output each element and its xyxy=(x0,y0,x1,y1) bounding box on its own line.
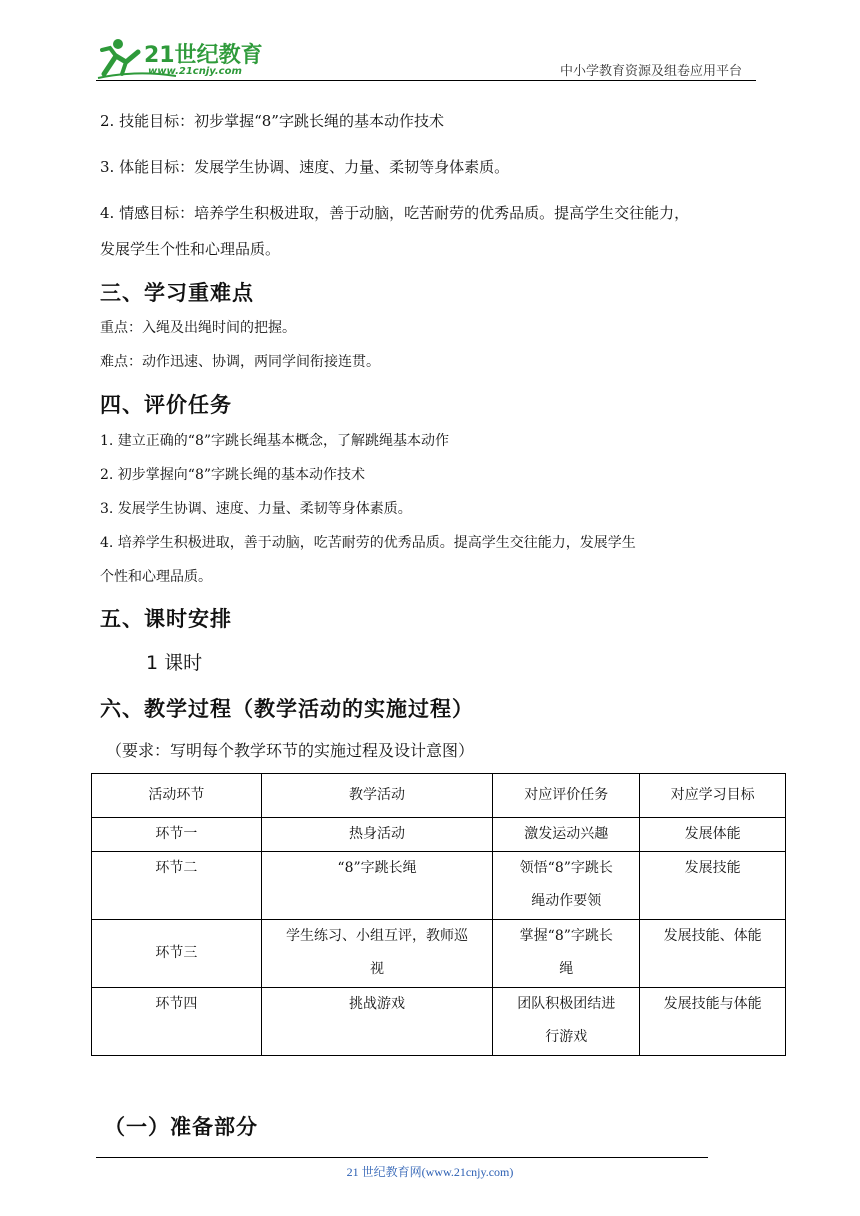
evaluation-item: 4. 培养学生积极进取，善于动脑，吃苦耐劳的优秀品质。提高学生交往能力，发展学生 xyxy=(100,535,636,551)
cell-activity-line: 学生练习、小组互评，教师巡 xyxy=(286,928,469,944)
teaching-process-table xyxy=(91,773,786,1056)
cell-stage: 环节三 xyxy=(92,920,262,988)
cell-task-line: 绳动作要领 xyxy=(531,893,602,909)
cell-task-line: 掌握“8”字跳长 xyxy=(519,928,613,944)
table-row xyxy=(92,920,786,988)
evaluation-item-cont: 个性和心理品质。 xyxy=(100,569,212,585)
cell-task xyxy=(493,920,640,988)
section-title-schedule: 五、课时安排 xyxy=(100,607,232,631)
difficult-point: 难点：动作迅速、协调，两同学间衔接连贯。 xyxy=(100,354,380,370)
cell-stage: 环节二 xyxy=(92,852,262,920)
header-divider xyxy=(96,80,756,81)
cell-stage: 环节四 xyxy=(92,988,262,1056)
logo-url: www.21cnjy.com xyxy=(148,66,242,77)
cell-activity-line: 视 xyxy=(370,961,385,977)
cell-activity: “8”字跳长绳 xyxy=(261,852,493,920)
cell-task: 激发运动兴趣 xyxy=(493,818,640,852)
goal-skill: 2. 技能目标：初步掌握“8”字跳长绳的基本动作技术 xyxy=(100,112,444,130)
cell-stage: 环节一 xyxy=(92,818,262,852)
goal-emotion-line2: 发展学生个性和心理品质。 xyxy=(100,240,281,258)
cell-activity: 挑战游戏 xyxy=(261,988,493,1056)
footer-divider xyxy=(96,1157,708,1158)
cell-task-line: 绳 xyxy=(559,961,574,977)
site-logo xyxy=(96,34,266,82)
cell-activity: 热身活动 xyxy=(261,818,493,852)
table-row xyxy=(92,988,786,1056)
header-task: 对应评价任务 xyxy=(493,774,640,818)
goal-physical: 3. 体能目标：发展学生协调、速度、力量、柔韧等身体素质。 xyxy=(100,158,510,176)
cell-task-line: 领悟“8”字跳长 xyxy=(519,860,613,876)
key-point: 重点：入绳及出绳时间的把握。 xyxy=(100,320,296,336)
table-row xyxy=(92,818,786,852)
cell-goal: 发展体能 xyxy=(640,818,786,852)
table-header-row xyxy=(92,774,786,818)
subsection-title-preparation: （一）准备部分 xyxy=(104,1115,258,1139)
evaluation-item: 2. 初步掌握向“8”字跳长绳的基本动作技术 xyxy=(100,467,366,483)
cell-activity xyxy=(261,920,493,988)
cell-task-line: 团队积极团结进 xyxy=(517,996,616,1012)
cell-task xyxy=(493,852,640,920)
section-title-evaluation: 四、评价任务 xyxy=(100,393,232,417)
cell-goal: 发展技能 xyxy=(640,852,786,920)
section-title-difficulties: 三、学习重难点 xyxy=(100,281,254,305)
header-stage: 活动环节 xyxy=(92,774,262,818)
section-title-process: 六、教学过程（教学活动的实施过程） xyxy=(100,697,474,721)
header-activity: 教学活动 xyxy=(261,774,493,818)
cell-goal: 发展技能、体能 xyxy=(640,920,786,988)
lesson-count: 1 课时 xyxy=(146,652,203,674)
cell-task xyxy=(493,988,640,1056)
cell-task-line: 行游戏 xyxy=(545,1029,588,1045)
logo-text: 21世纪教育 xyxy=(144,43,263,68)
header-platform-text: 中小学教育资源及组卷应用平台 xyxy=(560,64,743,79)
table-row xyxy=(92,852,786,920)
process-note: （要求：写明每个教学环节的实施过程及设计意图） xyxy=(106,741,475,760)
footer-link[interactable]: 21 世纪教育网(www.21cnjy.com) xyxy=(346,1165,514,1179)
evaluation-item: 3. 发展学生协调、速度、力量、柔韧等身体素质。 xyxy=(100,501,412,517)
evaluation-item: 1. 建立正确的“8”字跳长绳基本概念，了解跳绳基本动作 xyxy=(100,433,450,449)
goal-emotion-line1: 4. 情感目标：培养学生积极进取，善于动脑，吃苦耐劳的优秀品质。提高学生交往能力， xyxy=(100,204,690,222)
cell-goal: 发展技能与体能 xyxy=(640,988,786,1056)
header-goal: 对应学习目标 xyxy=(640,774,786,818)
